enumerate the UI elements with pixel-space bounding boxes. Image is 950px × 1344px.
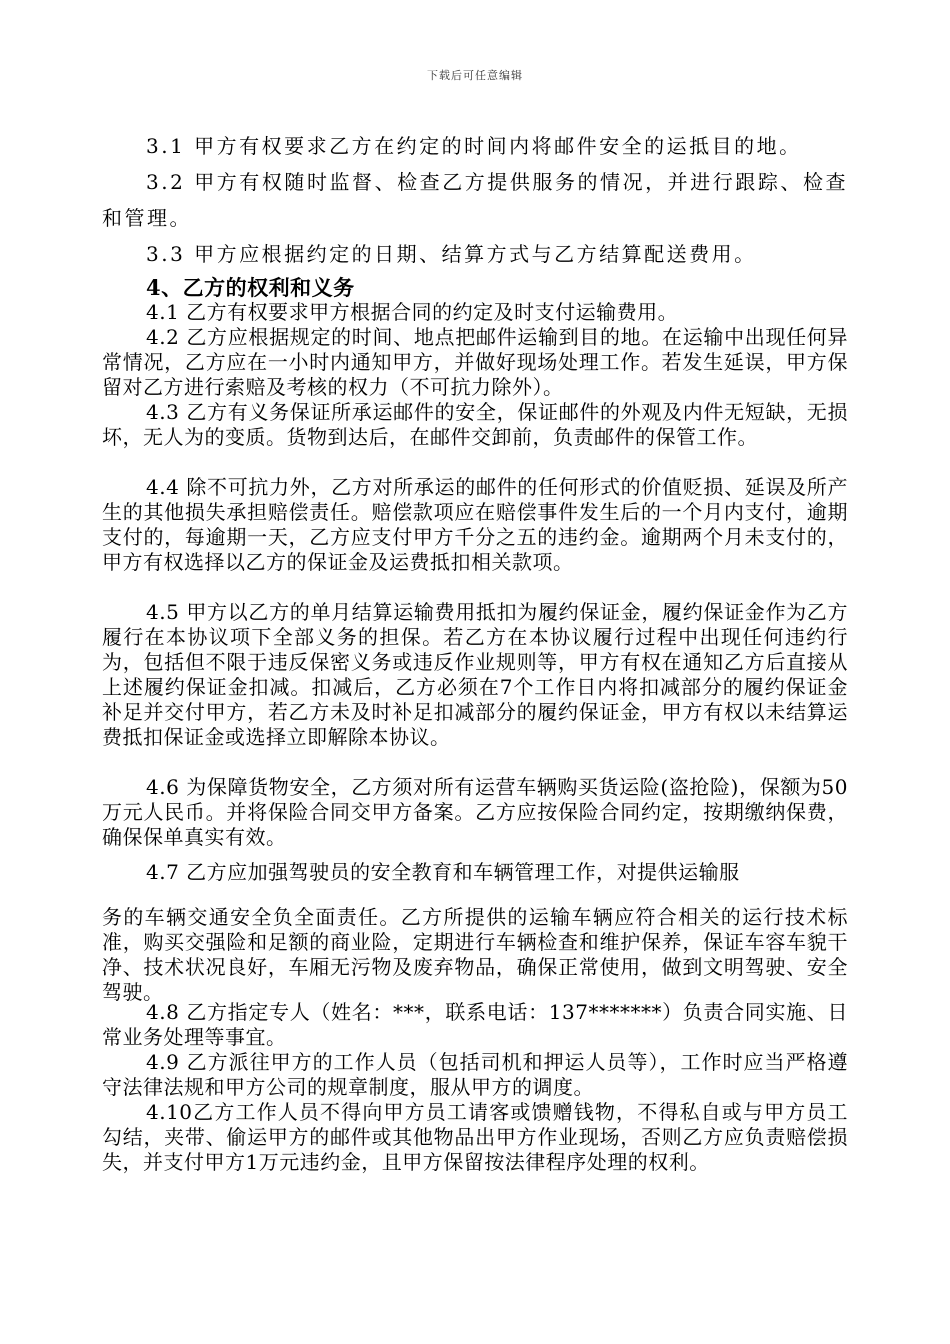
clause-4-7-continued: 务的车辆交通安全负全面责任。乙方所提供的运输车辆应符合相关的运行技术标准，购买交强险和足额的商业险，定期进行车辆检查和维护保养，保证车容车貌干净、技术状况良好，车厢无污物及废弃物品，确保正常使用，做到文明驾驶、安全驾驶。 — [102, 905, 848, 1004]
clause-3-1: 3.1 甲方有权要求乙方在约定的时间内将邮件安全的运抵目的地。 — [146, 134, 802, 158]
clause-4-10: 4.10乙方工作人员不得向甲方员工请客或馈赠钱物，不得私自或与甲方员工勾结，夹带、偷运甲方的邮件或其他物品出甲方作业现场，否则乙方应负责赔偿损失，并支付甲方1万元违约金，且甲方保留按法律程序处理的权利。 — [102, 1100, 848, 1174]
section-4-heading: 4、乙方的权利和义务 — [146, 275, 355, 300]
clause-4-9: 4.9 乙方派往甲方的工作人员（包括司机和押运人员等），工作时应当严格遵守法律法规和甲方公司的规章制度，服从甲方的调度。 — [102, 1050, 848, 1099]
clause-4-5: 4.5 甲方以乙方的单月结算运输费用抵扣为履约保证金，履约保证金作为乙方履行在本协议项下全部义务的担保。若乙方在本协议履行过程中出现任何违约行为，包括但不限于违反保密义务或违反作业规则等，甲方有权在通知乙方后直接从上述履约保证金扣减。扣减后，乙方必须在7个工作日内将扣减部分的履约保证金补足并交付甲方，若乙方未及时补足扣减部分的履约保证金，甲方有权以未结算运费抵扣保证金或选择立即解除本协议。 — [102, 600, 848, 749]
clause-4-8: 4.8 乙方指定专人（姓名：***，联系电话：137*******）负责合同实施、日常业务处理等事宜。 — [102, 1000, 848, 1049]
clause-4-6: 4.6 为保障货物安全，乙方须对所有运营车辆购买货运险(盗抢险)，保额为50万元人民币。并将保险合同交甲方备案。乙方应按保险合同约定，按期缴纳保费，确保保单真实有效。 — [102, 775, 848, 849]
clause-4-7-first-line: 4.7 乙方应加强驾驶员的安全教育和车辆管理工作，对提供运输服 — [146, 860, 740, 884]
page-header: 下载后可任意编辑 — [427, 69, 523, 82]
clause-4-4: 4.4 除不可抗力外，乙方对所承运的邮件的任何形式的价值贬损、延误及所产生的其他损失承担赔偿责任。赔偿款项应在赔偿事件发生后的一个月内支付，逾期支付的，每逾期一天，乙方应支付甲方千分之五的违约金。逾期两个月未支付的，甲方有权选择以乙方的保证金及运费抵扣相关款项。 — [102, 475, 848, 574]
clause-4-2: 4.2 乙方应根据规定的时间、地点把邮件运输到目的地。在运输中出现任何异常情况，乙方应在一小时内通知甲方，并做好现场处理工作。若发生延误，甲方保留对乙方进行索赔及考核的权力（不可抗力除外）。 — [102, 325, 848, 399]
clause-3-3: 3.3 甲方应根据约定的日期、结算方式与乙方结算配送费用。 — [146, 242, 757, 266]
clause-4-3: 4.3 乙方有义务保证所承运邮件的安全，保证邮件的外观及内件无短缺，无损坏，无人为的变质。货物到达后，在邮件交卸前，负责邮件的保管工作。 — [102, 400, 848, 449]
clause-4-1: 4.1 乙方有权要求甲方根据合同的约定及时支付运输费用。 — [146, 300, 679, 324]
clause-3-2: 3.2 甲方有权随时监督、检查乙方提供服务的情况，并进行跟踪、检查和管理。 — [102, 170, 848, 230]
